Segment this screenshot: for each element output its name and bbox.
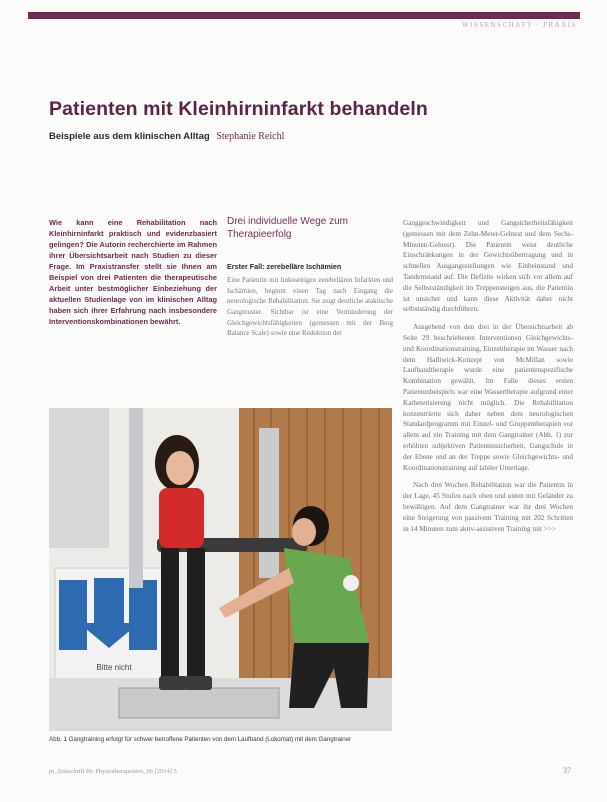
body-paragraph	[403, 480, 573, 534]
patient-shoe	[184, 676, 212, 690]
body-paragraph: Ausgehend von den drei in der Übersichtsarbeit ab Seite 29 beschriebenen Interventionen Gleichgewichts- und Koordinationstraining, Einzeltherapie im Wasser nach dem Halliwick-Konzept von McMillan sowie Laufbandtherapie wurde eine patientenspezifische Kombination gewählt. Im Falle dieses ersten Patientenbeispiels war eine Wassertherapie aufgrund einer Katheterisierung nicht möglich. Die Rehabilitation konzentrierte sich daher neben dem neurologischen Standardprogramm mit Einzel- und Gruppentherapien vor allem auf ein Training mit dem Gangtrainer (Abb. 1) zur erhöhten subjektiven Patientensicherheit, Gangschule in der Ebene und an der Treppe sowie Gleichgewichts- und Koordinationstraining auf labiler Unterlage.	[403, 323, 573, 472]
sign-stripe	[59, 580, 87, 650]
page-number: 37	[563, 766, 571, 775]
sign-text: Bitte nicht	[96, 663, 132, 672]
article-subtitle: Beispiele aus dem klinischen Alltag	[49, 131, 210, 142]
patient-face	[166, 451, 194, 485]
sign-stripe	[129, 580, 157, 650]
patient-leg-left	[161, 548, 179, 678]
body-paragraph: Ganggeschwindigkeit und Gangsicherheitsfähigkeit (gemessen mit dem Zehn-Meter-Gehtest und dem Sechs-Minuten-Gehtest). Die Patientin weist deutliche Einschränkungen in der Gewichtsübertragung und in schnellen Ausgangsstellungen wie Einbeinstand und Tandemstand auf. Die Defizite wirken sich vor allem auf die Selbstständigkeit im Treppensteigen aus, die Patientin ist unsicher und kann diese Aktivität daher nicht selbstständig durchführen.	[403, 219, 573, 314]
figure-caption: Abb. 1 Gangtraining erfolgt für schwer betroffene Patienten von dem Laufband (Lokomat) mit dem Gangtrainer	[49, 736, 352, 743]
lead-paragraph: Wie kann eine Rehabilitation nach Kleinhirninfarkt praktisch und evidenzbasiert gelingen? Die Autorin recherchierte im Rahmen ihrer Übersichtsarbeit nach Studien zu dieser Frage. Im Praxistransfer stellt sie Ihnen am Beispiel von drei Patienten die therapeutische Arbeit unter bestmöglicher Einbeziehung der aktuellen Studienlage von im klinischen Alltag haben sich ihrer Erfahrung nach insbesondere Interventionskombinationen bewährt.	[49, 218, 217, 326]
article-subtitle-line	[49, 131, 284, 142]
case-text: Eine Patientin mit linksseitigen zerebellären Infarkten und Ischämien, beginnt einen Tag nach Eingang die neurologische Rehabilitation. Sie zeigt deutliche ataktische Gangmuster. Sichtbar ist eine Verminderung der Gleichgewichtsfähigkeiten (gemessen mit der Berg Balance Scale) sowie eine Reduktion der	[227, 276, 393, 338]
footplates	[119, 688, 279, 718]
journal-footer: pt_Zeitschrift für Physiotherapeuten_66 [2014] 5	[49, 768, 177, 775]
article-photo	[49, 408, 392, 731]
body-paragraph-text: Nach drei Wochen Rehabilitation war die Patientin in der Lage, 45 Stufen nach oben und unten mit Geländer zu bewältigen. Auf dem Gangtrainer war ihr drei Wochen eine Steigerung von passivem Training mit 202 Schritten in 14 Minuten zum aktiv-assistiven Training mit	[403, 481, 573, 533]
section-label: WISSENSCHAFT · PRAXIS	[462, 21, 577, 29]
patient-leg-right	[187, 548, 205, 678]
gait-training-photo	[49, 408, 392, 731]
patient-shoe	[159, 676, 187, 690]
harness-column	[129, 408, 143, 588]
therapist-face	[292, 518, 316, 546]
case-heading: Erster Fall: zerebelläre Ischämien	[227, 262, 342, 271]
right-column	[403, 218, 573, 541]
article-title: Patienten mit Kleinhirninfarkt behandeln	[49, 98, 428, 120]
continue-marker: >>>	[543, 524, 556, 533]
section-heading: Drei individuelle Wege zum Therapieerfolg	[227, 216, 348, 240]
article-author: Stephanie Reichl	[216, 131, 285, 142]
shirt-logo	[343, 575, 359, 591]
patient-shirt	[159, 488, 204, 548]
header-rule	[28, 12, 580, 19]
window-frame	[49, 408, 109, 548]
gait-trainer-post	[259, 428, 279, 578]
